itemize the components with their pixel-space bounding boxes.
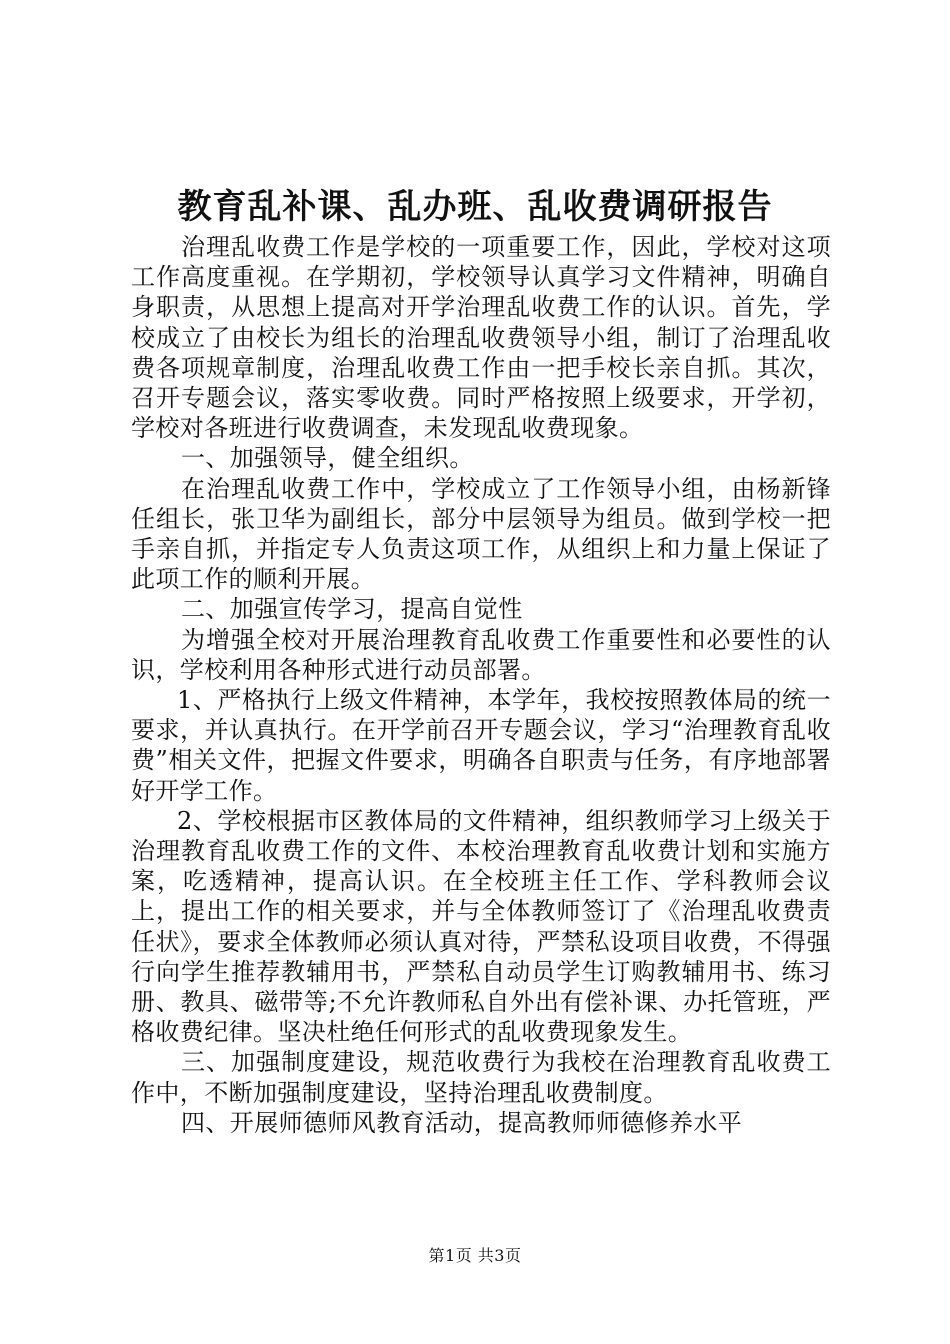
document-body [131,232,831,1138]
list-item-1: 1、严格执行上级文件精神，本学年，我校按照教体局的统一要求，并认真执行。在开学前召开专题会议，学习“治理教育乱收费”相关文件，把握文件要求，明确各自职责与任务，有序地部署好开学工作。 [131,686,831,805]
heading-section-4: 四、开展师德师风教育活动，提高教师师德修养水平 [181,1108,743,1137]
paragraph-section-1: 在治理乱收费工作中，学校成立了工作领导小组，由杨新锋任组长，张卫华为副组长，部分中层领导为组员。做到学校一把手亲自抓，并指定专人负责这项工作，从组织上和力量上保证了此项工作的顺利开展。 [131,474,831,594]
list-item-2: 2、学校根据市区教体局的文件精神，组织教师学习上级关于治理教育乱收费工作的文件、本校治理教育乱收费计划和实施方案，吃透精神，提高认识。在全校班主任工作、学科教师会议上，提出工作的相关要求，并与全体教师签订了《治理乱收费责任状》，要求全体教师必须认真对待，严禁私设项目收费，不得强行向学生推荐教辅用书，严禁私自动员学生订购教辅用书、练习册、教具、磁带等;不允许教师私自外出有偿补课、办托管班，严格收费纪律。坚决杜绝任何形式的乱收费现象发生。 [131,806,831,1047]
page-number-footer: 第1页 共3页 [428,1246,522,1265]
paragraph-section-2: 为增强全校对开展治理教育乱收费工作重要性和必要性的认识，学校利用各种形式进行动员部署。 [131,625,831,684]
heading-section-3: 三、加强制度建设，规范收费行为我校在治理教育乱收费工作中，不断加强制度建设，坚持治理乱收费制度。 [131,1048,831,1107]
paragraph-intro: 治理乱收费工作是学校的一项重要工作，因此，学校对这项工作高度重视。在学期初，学校领导认真学习文件精神，明确自身职责，从思想上提高对开学治理乱收费工作的认识。首先，学校成立了由校长为组长的治理乱收费领导小组，制订了治理乱收费各项规章制度，治理乱收费工作由一把手校长亲自抓。其次，召开专题会议，落实零收费。同时严格按照上级要求，开学初，学校对各班进行收费调查，未发现乱收费现象。 [131,233,831,443]
heading-section-2: 二、加强宣传学习，提高自觉性 [181,595,523,624]
heading-section-1: 一、加强领导，健全组织。 [181,444,474,473]
document-title: 教育乱补课、乱办班、乱收费调研报告 [177,187,773,227]
